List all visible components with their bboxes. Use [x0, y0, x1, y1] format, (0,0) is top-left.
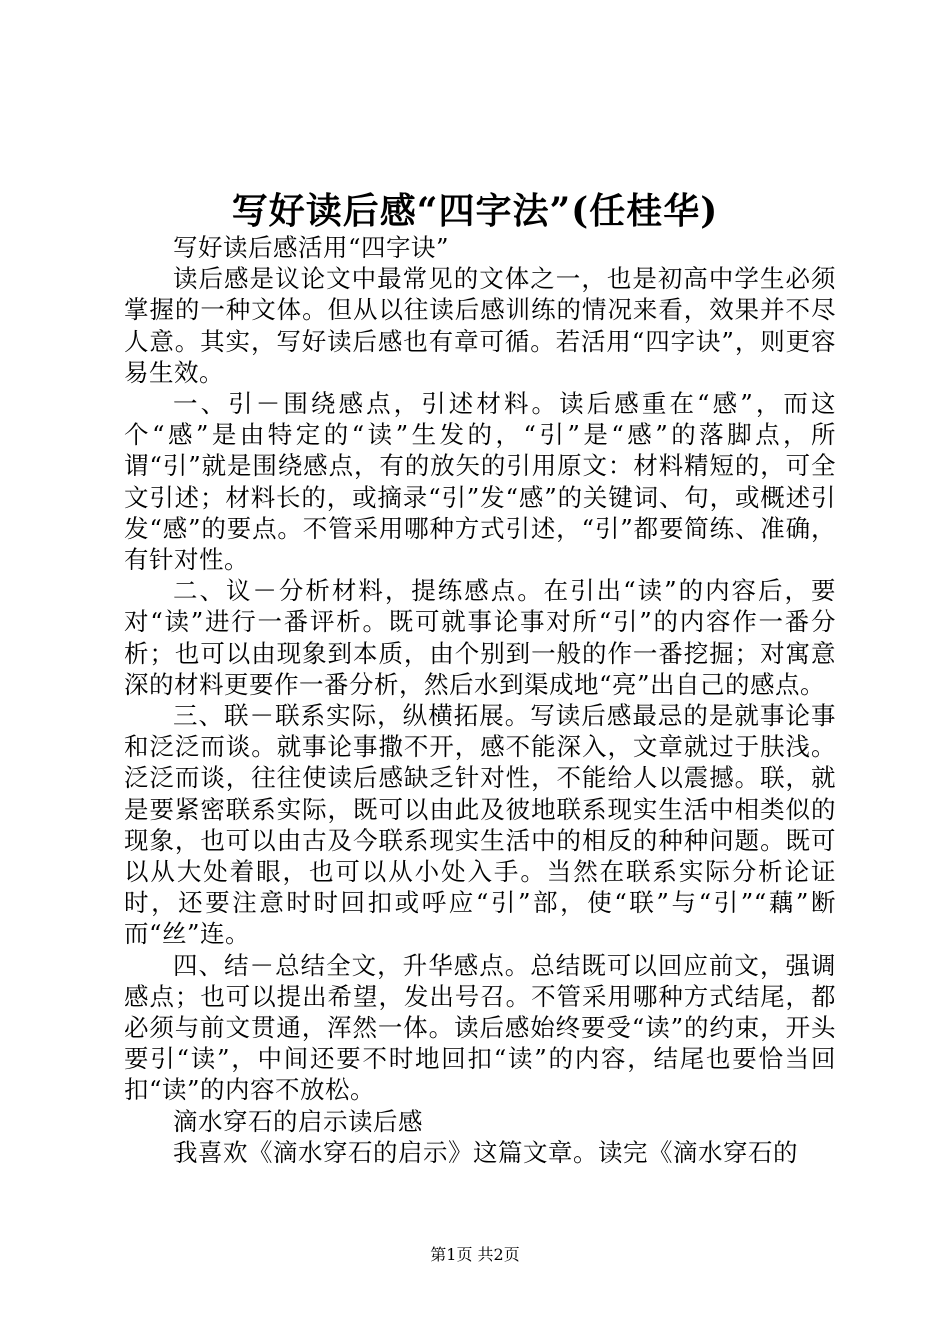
- paragraph: 四、结－总结全文，升华感点。总结既可以回应前文，强调感点；也可以提出希望，发出号召。不管采用哪种方式结尾，都必须与前文贯通，浑然一体。读后感始终要受“读”的约束，开头要引“读”，中间还要不时地回扣“读”的内容，结尾也要恰当回扣“读”的内容不放松。: [124, 950, 836, 1105]
- paragraph: 我喜欢《滴水穿石的启示》这篇文章。读完《滴水穿石的: [173, 1137, 798, 1167]
- document-title: 写好读后感“四字法”(任桂华): [231, 190, 719, 232]
- paragraph: 二、议－分析材料，提练感点。在引出“读”的内容后，要对“读”进行一番评析。既可就事论事对所“引”的内容作一番分析；也可以由现象到本质，由个别到一般的作一番挖掘；对寓意深的材料更要作一番分析，然后水到渠成地“亮”出自己的感点。: [124, 576, 836, 699]
- page-footer: 第1页 共2页: [430, 1245, 520, 1264]
- paragraph: 读后感是议论文中最常见的文体之一，也是初高中学生必须掌握的一种文体。但从以往读后感训练的情况来看，效果并不尽人意。其实，写好读后感也有章可循。若活用“四字诀”，则更容易生效。: [124, 264, 836, 387]
- paragraph: 写好读后感活用“四字诀”: [173, 233, 450, 262]
- paragraph: 一、引－围绕感点，引述材料。读后感重在“感”，而这个“感”是由特定的“读”生发的，“引”是“感”的落脚点，所谓“引”就是围绕感点，有的放矢的引用原文：材料精短的，可全文引述；材料长的，或摘录“引”发“感”的关键词、句，或概述引发“感”的要点。不管采用哪种方式引述，“引”都要简练、准确，有针对性。: [124, 389, 836, 575]
- paragraph: 三、联－联系实际，纵横拓展。写读后感最忌的是就事论事和泛泛而谈。就事论事撒不开，感不能深入，文章就过于肤浅。泛泛而谈，往往使读后感缺乏针对性，不能给人以震撼。联，就是要紧密联系实际，既可以由此及彼地联系现实生活中相类似的现象，也可以由古及今联系现实生活中的相反的种种问题。既可以从大处着眼，也可以从小处入手。当然在联系实际分析论证时，还要注意时时回扣或呼应“引”部，使“联”与“引”“藕”断而“丝”连。: [124, 701, 836, 949]
- document-body: [124, 232, 836, 1168]
- paragraph: 滴水穿石的启示读后感: [173, 1106, 423, 1136]
